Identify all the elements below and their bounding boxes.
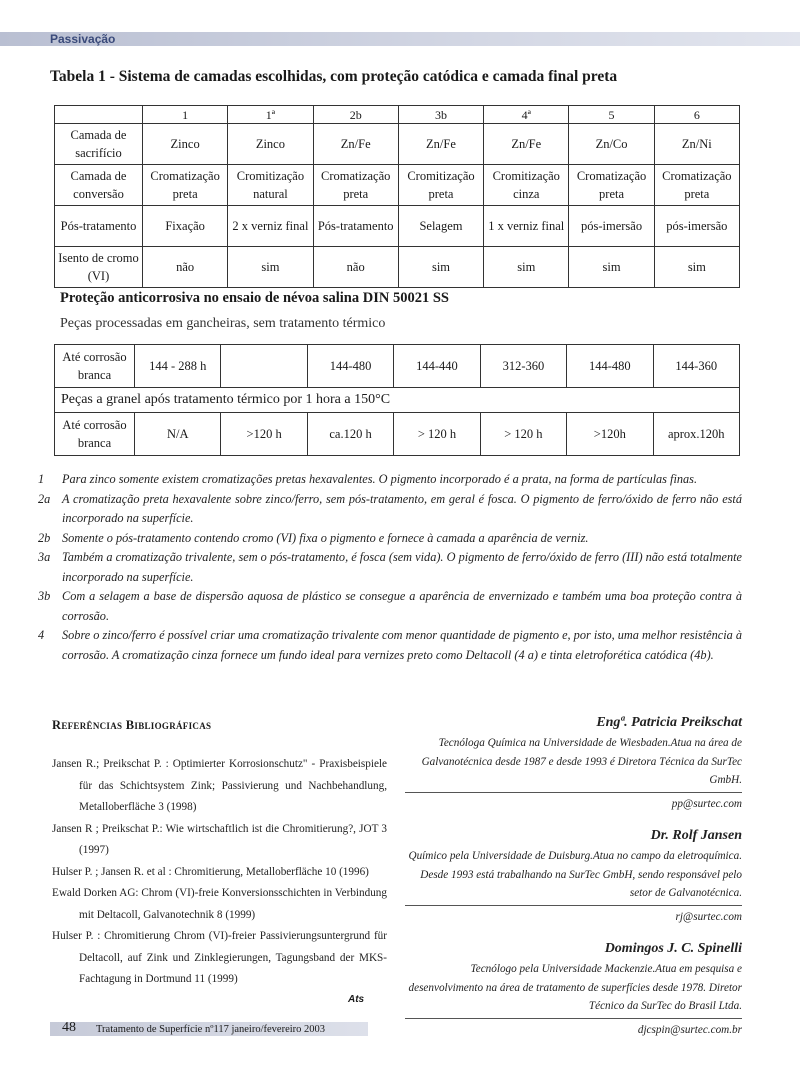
footnote-number: 4 bbox=[38, 628, 45, 642]
author-description: Químico pela Universidade de Duisburg.Atua no campo da eletroquímica. Desde 1993 está trabalhando na SurTec GmbH, sendo responsável pelo setor de Galvanotécnica. bbox=[405, 847, 742, 906]
publisher-logo: Ats bbox=[348, 994, 365, 1005]
references-list bbox=[52, 754, 387, 991]
footnote bbox=[38, 548, 742, 587]
table-cell: Zn/Fe bbox=[398, 124, 483, 165]
table-cell: Cromatização preta bbox=[569, 165, 654, 206]
table-cell: não bbox=[313, 247, 398, 288]
table-cell bbox=[221, 345, 307, 388]
column-header: 2b bbox=[313, 106, 398, 124]
table-cell: não bbox=[143, 247, 228, 288]
row-label: Até corrosão branca bbox=[55, 413, 135, 456]
table-header-row bbox=[55, 106, 740, 124]
reference-item: Hulser P. : Chromitierung Chrom (VI)-freier Passivierungsuntergrund für Deltacoll, auf Zink und Zinklegierungen, Tagungsband der MKS-Fachtagung in Dortmund 11 (1999) bbox=[52, 930, 387, 985]
table-cell: 2 x verniz final bbox=[228, 206, 313, 247]
table-row bbox=[55, 388, 740, 413]
footnote bbox=[38, 470, 742, 490]
table-cell: 144-360 bbox=[653, 345, 739, 388]
column-header: 1ª bbox=[228, 106, 313, 124]
footnote-number: 2b bbox=[38, 530, 51, 545]
footnote-text: Também a cromatização trivalente, sem o pós-tratamento, é fosca (sem vida). O pigmento de ferro/óxido de ferro (III) não está totalmente incorporado na superfície. bbox=[62, 550, 742, 584]
table-cell: 312-360 bbox=[480, 345, 566, 388]
table-cell: Zn/Fe bbox=[484, 124, 569, 165]
layer-system-table bbox=[54, 105, 740, 288]
table-cell: Pós-tratamento bbox=[313, 206, 398, 247]
table-cell: Zinco bbox=[228, 124, 313, 165]
page-number: 48 bbox=[62, 1020, 76, 1035]
table-cell: Cromitização preta bbox=[398, 165, 483, 206]
table-cell: pós-imersão bbox=[569, 206, 654, 247]
footnote bbox=[38, 529, 742, 549]
table-cell: Zinco bbox=[143, 124, 228, 165]
author-bios bbox=[405, 712, 742, 1051]
row-label: Até corrosão branca bbox=[55, 345, 135, 388]
table-cell: sim bbox=[398, 247, 483, 288]
table-cell: Cromatização preta bbox=[143, 165, 228, 206]
table-cell: Zn/Fe bbox=[313, 124, 398, 165]
table-cell: Cromatização preta bbox=[313, 165, 398, 206]
corrosion-protection-table bbox=[54, 344, 740, 456]
table-cell: ca.120 h bbox=[307, 413, 393, 456]
reference-item: Hulser P. ; Jansen R. et al : Chromitierung, Metalloberfläche 10 (1996) bbox=[52, 865, 369, 878]
author-description: Tecnóloga Química na Universidade de Wiesbaden.Atua na área de Galvanotécnica desde 1987 e desde 1993 é Diretora Técnica da SurTec GmbH. bbox=[405, 734, 742, 793]
author-block bbox=[405, 938, 742, 1039]
footnote-text: Somente o pós-tratamento contendo cromo (VI) fixa o pigmento e fornece à camada a aparência de verniz. bbox=[62, 530, 589, 545]
table-cell: Cromatização preta bbox=[654, 165, 739, 206]
reference-item: Jansen R ; Preikschat P.: Wie wirtschaftlich ist die Chromitierung?, JOT 3 (1997) bbox=[52, 822, 387, 856]
section-header-bar bbox=[0, 32, 800, 46]
footnote-text: Para zinco somente existem cromatizações pretas hexavalentes. O pigmento incorporado é a prata, na forma de partículas finas. bbox=[62, 472, 698, 486]
table-row bbox=[55, 206, 740, 247]
footnote bbox=[38, 626, 742, 665]
table-cell: Fixação bbox=[143, 206, 228, 247]
table-cell: aprox.120h bbox=[653, 413, 739, 456]
author-email: rj@surtec.com bbox=[675, 910, 742, 923]
author-name: Engª. Patricia Preikschat bbox=[596, 715, 742, 730]
table-row bbox=[55, 165, 740, 206]
column-header: 6 bbox=[654, 106, 739, 124]
table-cell: 144-480 bbox=[567, 345, 653, 388]
author-name: Dr. Rolf Jansen bbox=[650, 828, 742, 843]
row-label: Camada de sacrifício bbox=[55, 124, 143, 165]
footnote-number: 3a bbox=[38, 550, 51, 564]
row-label: Isento de cromo (VI) bbox=[55, 247, 143, 288]
table-cell: pós-imersão bbox=[654, 206, 739, 247]
protection-subtitle: Peças processadas em gancheiras, sem tratamento térmico bbox=[60, 316, 386, 331]
table-cell: sim bbox=[654, 247, 739, 288]
table-title: Tabela 1 - Sistema de camadas escolhidas, com proteção catódica e camada final preta bbox=[50, 68, 618, 85]
author-name: Domingos J. C. Spinelli bbox=[604, 941, 742, 956]
table-cell: N/A bbox=[135, 413, 221, 456]
reference-item: Jansen R.; Preikschat P. : Optimierter Korrosionschutz" - Praxisbeispiele für das Schichtsystem Zink; Passivierung und Nachbehandlung, Metalloberfläche 3 (1998) bbox=[52, 758, 387, 813]
footnote-number: 1 bbox=[38, 472, 45, 486]
protection-title: Proteção anticorrosiva no ensaio de névoa salina DIN 50021 SS bbox=[60, 290, 449, 306]
table-cell: 144-440 bbox=[394, 345, 480, 388]
footnote-number: 2a bbox=[38, 491, 51, 506]
section-label: Passivação bbox=[50, 32, 116, 46]
row-label: Pós-tratamento bbox=[55, 206, 143, 247]
author-email: djcspin@surtec.com.br bbox=[637, 1023, 742, 1036]
author-block bbox=[405, 712, 742, 813]
table-row bbox=[55, 247, 740, 288]
row-label: Camada de conversão bbox=[55, 165, 143, 206]
references-heading: Referências Bibliográficas bbox=[52, 718, 212, 732]
table-cell: > 120 h bbox=[394, 413, 480, 456]
table-cell: Zn/Ni bbox=[654, 124, 739, 165]
column-header: 1 bbox=[143, 106, 228, 124]
column-header: 5 bbox=[569, 106, 654, 124]
table-corner-cell bbox=[55, 106, 143, 124]
author-email: pp@surtec.com bbox=[671, 797, 742, 810]
table-cell: Cromitização natural bbox=[228, 165, 313, 206]
table-cell: >120 h bbox=[221, 413, 307, 456]
footnote-text: Sobre o zinco/ferro é possível criar uma cromatização trivalente com menor quantidade de pigmento e, por isto, uma melhor resistência à corrosão. A cromatização cinza fornece um fundo ideal para vernizes preto como Deltacoll (4 a) e tinta eletroforética catódica (4b). bbox=[62, 628, 742, 662]
footnotes bbox=[38, 470, 742, 665]
table-cell: 144-480 bbox=[307, 345, 393, 388]
footnote bbox=[38, 490, 742, 529]
column-header: 3b bbox=[398, 106, 483, 124]
footnote-number: 3b bbox=[38, 589, 51, 603]
reference-item: Ewald Dorken AG: Chrom (VI)-freie Konversionsschichten in Verbindung mit Deltacoll, Galvanotechnik 8 (1999) bbox=[52, 887, 387, 921]
table-cell: 144 - 288 h bbox=[135, 345, 221, 388]
table-cell: > 120 h bbox=[480, 413, 566, 456]
table-cell: Cromitização cinza bbox=[484, 165, 569, 206]
footnote-text: A cromatização preta hexavalente sobre zinco/ferro, sem pós-tratamento, em geral é fosca. O pigmento de ferro/óxido de ferro não está incorporado na superfície. bbox=[62, 491, 742, 525]
table-cell: >120h bbox=[567, 413, 653, 456]
footer-text: Tratamento de Superfície nº117 janeiro/fevereiro 2003 bbox=[96, 1024, 326, 1035]
footnote bbox=[38, 587, 742, 626]
bulk-note-row: Peças a granel após tratamento térmico por 1 hora a 150°C bbox=[55, 388, 740, 413]
author-block bbox=[405, 825, 742, 926]
table-cell: 1 x verniz final bbox=[484, 206, 569, 247]
table-cell: sim bbox=[228, 247, 313, 288]
footnote-text: Com a selagem a base de dispersão aquosa de plástico se consegue a aparência de envernizado e também uma boa proteção contra à corrosão. bbox=[62, 589, 742, 623]
table-row bbox=[55, 345, 740, 388]
author-description: Tecnólogo pela Universidade Mackenzie.Atua em pesquisa e desenvolvimento na área de tratamento de superfícies desde 1978. Diretor Técnico da SurTec do Brasil Ltda. bbox=[405, 960, 742, 1019]
table-row bbox=[55, 413, 740, 456]
column-header: 4ª bbox=[484, 106, 569, 124]
table-cell: sim bbox=[569, 247, 654, 288]
table-cell: Selagem bbox=[398, 206, 483, 247]
table-row bbox=[55, 124, 740, 165]
table-cell: Zn/Co bbox=[569, 124, 654, 165]
table-cell: sim bbox=[484, 247, 569, 288]
